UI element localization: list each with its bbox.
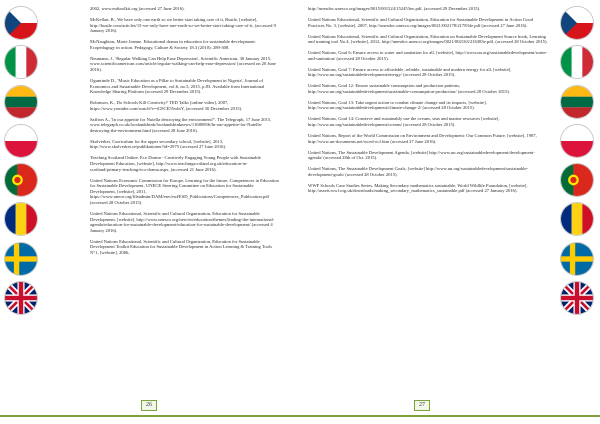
sweden-flag-icon — [4, 242, 38, 276]
reference-entry: United Nations, Goal 12: Ensure sustainable consumption and production patterns, http://www.un.org/sustainabledevelopment/sustainable-consumption-production/ (accessed 28 October 2015). — [308, 83, 511, 94]
lithuania-flag-icon — [560, 85, 594, 119]
reference-entry: United Nations, The Sustainable Development Agenda, [website] http://www.un.org/sustainabledevelopment/development-agenda/ (accessed 28th of Oct. 2015). — [308, 149, 535, 161]
reference-entry: Saffron A., 'In our appetite for Nutella destroying the environment?', The Telegraph, 17 June 2015, www.telegraph.co.uk/foodanddrink/foodanddrinknews/11680856/In-our-appetite-for-Nutella-destroying-the-environment.html (accessed 28 June 2016). — [90, 116, 272, 133]
reference-entry: Robinson, K., Do Schools Kill Creativity? TED Talks [online video], 2007, https://www.youtube.com/watch?v=iG9CE55wbtY, (accessed 30 December 2015). — [90, 100, 243, 111]
sweden-flag-icon — [560, 242, 594, 276]
romania-flag-icon — [4, 202, 38, 236]
footer-rule — [300, 415, 600, 417]
uk-flag-icon — [4, 281, 38, 315]
lithuania-flag-icon — [4, 85, 38, 119]
reference-entry: Teaching Scotland Online, Eco Drama - Creatively Engaging Young People with Sustainable Development Education, [website], http://www.teachingscotland.org.uk/education-in-scotland/primary-teaching/eco-drama.aspx, (accessed 21 June 2016). — [90, 155, 261, 172]
reference-entry: Skolverket, Curriculum for the upper secondary school, [website], 2013, http://www.skolverket.se/publikationer?id=2975 (accessed 27 June 2016). — [90, 138, 227, 150]
left-references — [90, 6, 280, 261]
left-flag-column — [4, 6, 40, 320]
reference-entry: WWF Schools Case Studies Series, Making Secondary mathematics sustainable, World Wildlife Foundation, [website], http://assets.wwf.org.uk/downloads/making_secondary_mathematics_sustainable.pdf (accessed 27 January 2016). — [308, 182, 528, 194]
portugal-flag-icon — [560, 163, 594, 197]
uk-flag-icon — [560, 281, 594, 315]
reference-entry: United Nations, The Sustainable Development Goals, [website] http://www.un.org/sustainabledevelopment/sustainable-development-goals/ (accessed 28 October 2015). — [308, 166, 529, 177]
reference-entry: United Nations, Goal 14: Conserve and sustainably use the oceans, seas and marine resources [website], http://www.un.org/sustainabledevelopment/oceans/ (accessed 28 October 2015). — [308, 116, 500, 128]
reference-entry: United Nations Educational, Scientific and Cultural Organization, Education for Sustainable Development Toolkit Education for Sustainable Development in Action Learning & Training Tools N°1, [website], 2006, — [90, 238, 273, 255]
reference-entry: United Nations, Report of the World Commission on Environment and Development: Our Common Future, [website], 1987, http://www.un-documents.net/wced-ocf.htm (accessed 27 June 2016). — [308, 133, 537, 144]
reference-entry: United Nations, Goal 6: Ensure access to water and sanitation for all, [website], http://www.un.org/sustainabledevelopment/water-and-sanitation/ (accessed 28 October 2015). — [308, 50, 548, 61]
page-number: 26 — [141, 400, 157, 411]
reference-entry: United Nations Educational, Scientific and Cultural Organization, Education for Sustainable Development, [website], http://www.unesco.org/new/en/education/themes/leading-the-international-agenda/education-for-sustainable-development/education-for-sustainable-development/ (accessed 4 January 2016). — [90, 210, 275, 233]
right-flag-column — [560, 6, 596, 320]
reference-entry: United Nations, Goal 7: Ensure access to affordable, reliable, sustainable and modern energy for all, [website], http://www.un.org/sustainabledevelopment/energy/ (accessed 28 October 2015). — [308, 66, 512, 78]
reference-entry: Ogunrinde D., 'Music Education as a Pillar to Sustainable Development in Nigeria', Journal of Economics and Sustainable Development, vol.6, no.5, 2015, p.83. Available from International Knowledge Sharing Platform (accessed 29 December 2015). — [90, 77, 265, 95]
reference-entry: United Nations Educational, Scientific and Cultural Organization, Education for Sustainable Development in Action Good Practices No. 3, [website], 2007, http://unesdoc.unesco.org/images/0021/002178/217834e.pdf (accessed 27 June 2016). — [308, 16, 534, 28]
poland-flag-icon — [4, 124, 38, 158]
reference-entry: http://unesdoc.unesco.org/images/0015/001524/152453eo.pdf, (accessed 29 December 2015). — [308, 6, 481, 11]
reference-entry: United Nations Economic Commission for Europe, Learning for the future, Competences in Education for Sustainable Development, UNECE Steering Committee on Education for Sustainable Development, [website], 2011, https://www.unece.org/fileadmin/DAM/env/esd/ESD_Publications/Competences_Publication.pdf (accessed 28 October 2015). — [90, 177, 279, 205]
page-number: 27 — [414, 400, 430, 411]
right-references — [308, 6, 548, 199]
reference-entry: Neumann, J., 'Regular Walking Can Help Ease Depression', Scientific American, 30 January 2015, www.scientificamerican.com/article/regular-walking-can-help-ease-depression/ (accessed on 20 June 2016). — [90, 55, 276, 72]
italy-flag-icon — [4, 45, 38, 79]
italy-flag-icon — [560, 45, 594, 79]
reference-entry: McNaughton, Marie Jeanne. Educational drama in education for sustainable development: Ecopedagogy in action. Pedagogy, Culture & Society 18.3 (2010): 289-308. — [90, 39, 256, 50]
right-page — [300, 0, 600, 424]
poland-flag-icon — [560, 124, 594, 158]
romania-flag-icon — [560, 202, 594, 236]
reference-entry: McKellan, B., We have only one earth so we better start taking care of it, Bustle, [website], http://bustle.com/articles/15-we-only-have-one-earth-so-we-better-start-taking-care-of-it, (accessed 9 January 2016). — [90, 16, 276, 34]
czech-flag-icon — [560, 6, 594, 40]
portugal-flag-icon — [4, 163, 38, 197]
reference-entry: 2002, www.esdtoolkit.org (accessed 27 June 2016). — [90, 6, 185, 11]
reference-entry: United Nations, Goal 13: Take urgent action to combat climate change and its impacts, [website], http://www.un.org/sustainabledevelopment/climate-change-2/ (accessed 28 October 2015). — [308, 99, 487, 111]
footer-rule — [0, 415, 300, 417]
reference-entry: United Nations Educational, Scientific and Cultural Organization, Education on Sustainable Development Source book, Learning and training tool No.4, [website], 2012, http://unesdoc.unesco.org/images/0021/002163/216383e.pdf, (accessed 28 October 2015). — [308, 33, 548, 45]
czech-flag-icon — [4, 6, 38, 40]
